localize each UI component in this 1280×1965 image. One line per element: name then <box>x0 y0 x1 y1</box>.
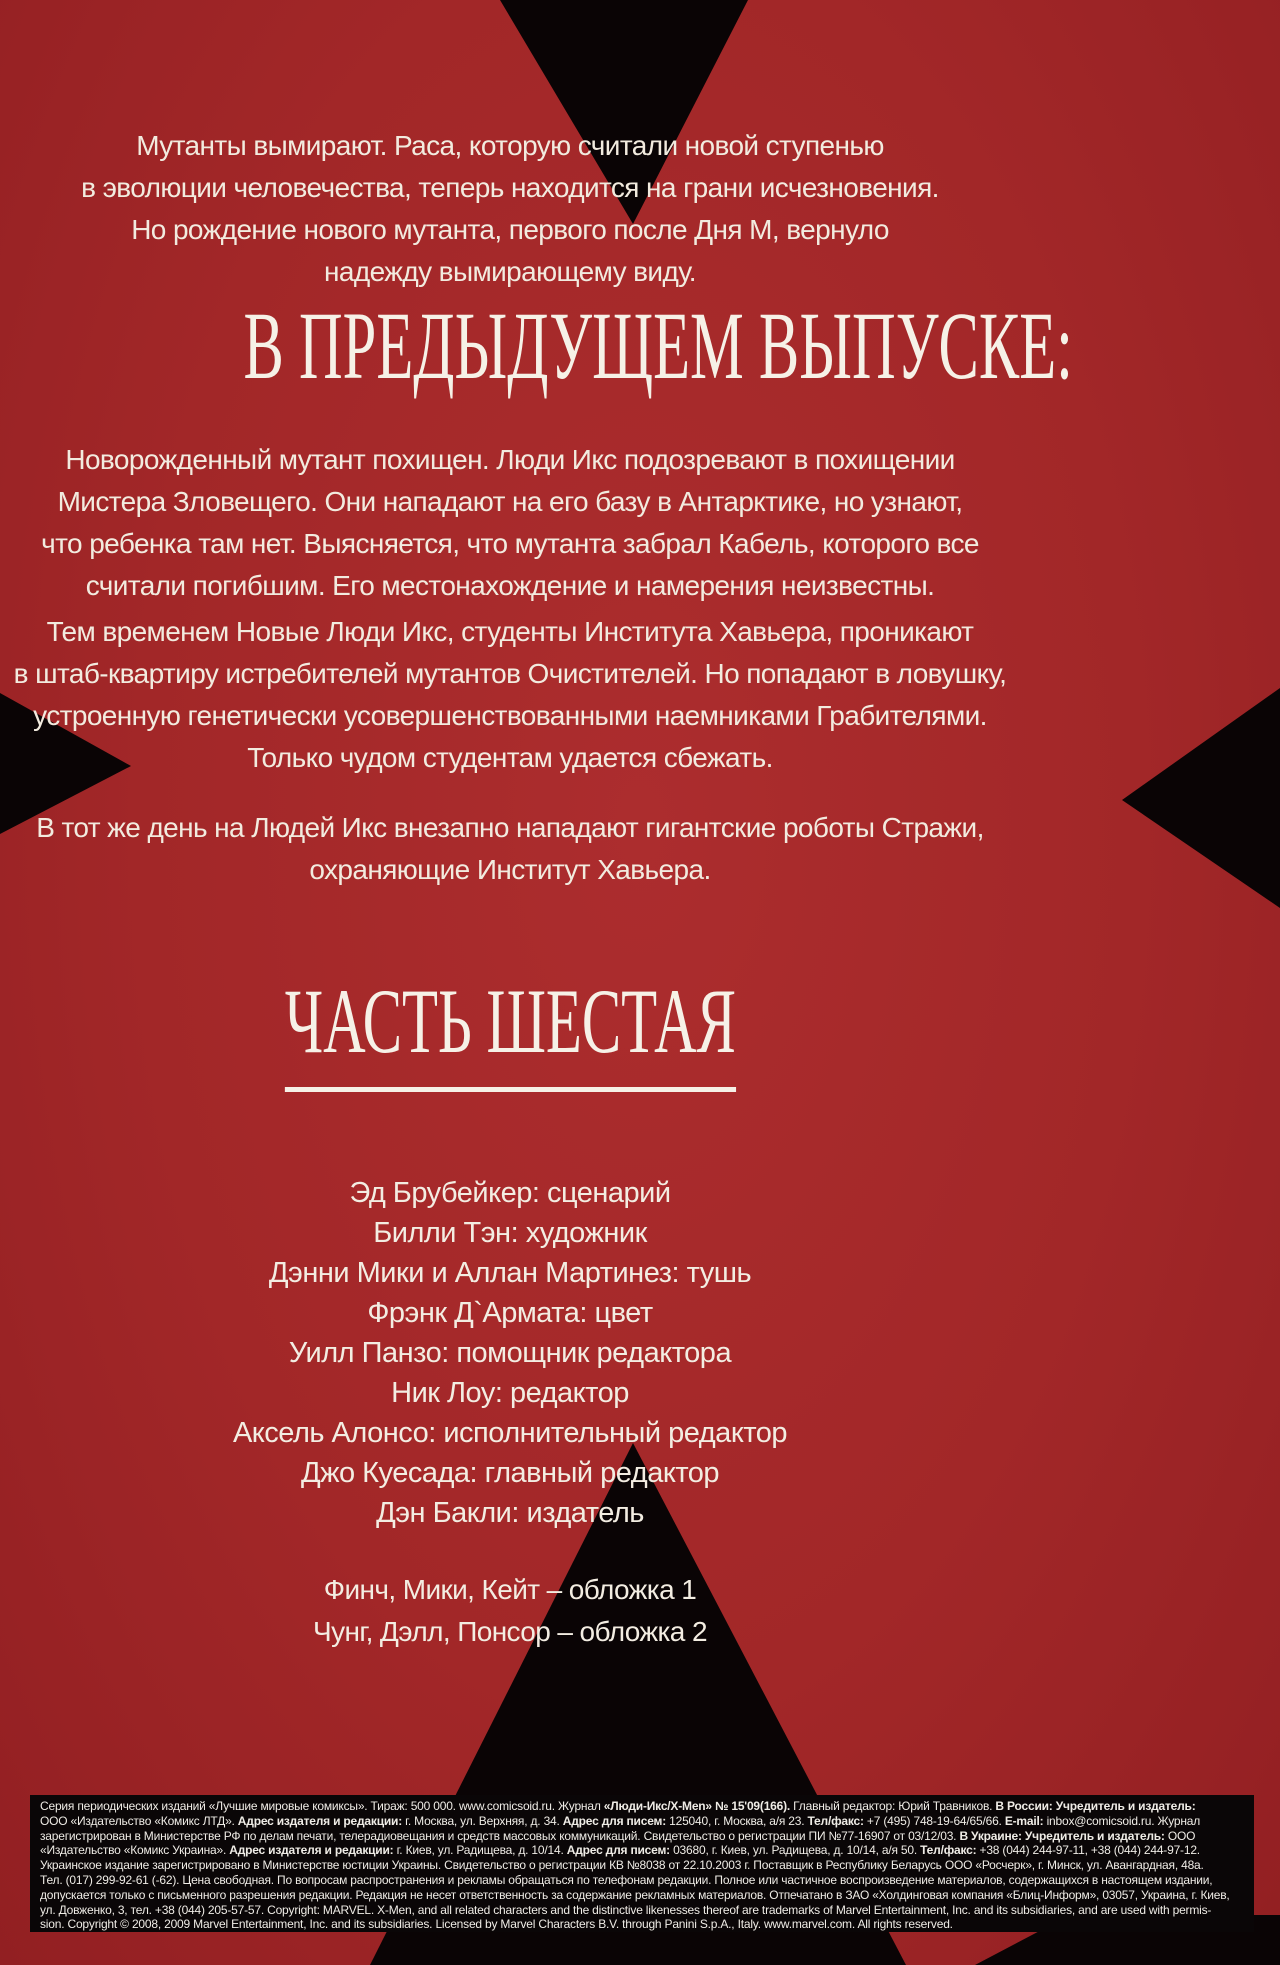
legal-line <box>40 1888 1244 1903</box>
legal-segment: +7 (495) 748-19-64/65/66. <box>863 1813 1002 1828</box>
credit-line: Аксель Алонсо: исполнительный редактор <box>232 1417 788 1449</box>
credit-line: Дэн Бакли: издатель <box>376 1497 644 1529</box>
legal-bold-segment: «Люди-Икс/X-Men» № 15'09(166). <box>600 1799 791 1813</box>
legal-bold-segment: Тел/факс: <box>917 1843 977 1858</box>
legal-line <box>40 1829 1244 1844</box>
recap-paragraph-2 <box>0 611 1020 779</box>
legal-line <box>40 1873 1244 1888</box>
credit-line: Билли Тэн: художник <box>373 1217 647 1249</box>
legal-bold-segment: Адрес для писем: <box>559 1813 666 1828</box>
x-shape-right-wedge <box>1122 688 1280 908</box>
legal-line <box>40 1843 1244 1858</box>
legal-text-block <box>30 1795 1254 1932</box>
previously-heading-text: В ПРЕДЫДУЩЕМ ВЫПУСКЕ: <box>243 292 1073 399</box>
legal-segment: ООО <box>1164 1828 1196 1843</box>
recap-line: Тем временем Новые Люди Икс, студенты Института Хавьера, проникают <box>46 616 974 647</box>
legal-segment: зарегистрирован в Министерстве РФ по делам печати, телерадиовещания и средств массовых коммуникаций. Свидетельство о регистрации ПИ №77-16907 от 03/12/03. <box>40 1828 957 1843</box>
legal-segment: 03680, г. Киев, ул. Радищева, д. 10/14, а/я 50. <box>669 1843 917 1858</box>
previously-heading <box>0 292 1073 399</box>
legal-bold-segment: Адрес издателя и редакции: <box>226 1843 394 1858</box>
legal-segment: ООО «Издательство «Комикс ЛТД». <box>40 1813 235 1828</box>
recap-line: Новорожденный мутант похищен. Люди Икс подозревают в похищении <box>65 444 955 475</box>
part-heading-text: ЧАСТЬ ШЕСТАЯ <box>284 971 735 1092</box>
cover-credit-line: Чунг, Дэлл, Понсор – обложка 2 <box>313 1616 707 1647</box>
credit-line: Эд Брубейкер: сценарий <box>349 1177 671 1209</box>
intro-line: Мутанты вымирают. Раса, которую считали новой ступенью <box>136 130 884 161</box>
legal-bold-segment: Тел/факс: <box>804 1813 864 1828</box>
legal-segment: sion. Copyright © 2008, 2009 Marvel Entertainment, Inc. and its subsidiaries. Licensed by Marvel Characters B.V. through Panini S.p.A., Italy. www.marvel.com. All rights reserved. <box>40 1917 953 1932</box>
credit-line: Уилл Панзо: помощник редактора <box>288 1337 732 1369</box>
legal-segment: г. Киев, ул. Радищева, д. 10/14. <box>393 1843 564 1858</box>
recap-line: в штаб-квартиру истребителей мутантов Очистителей. Но попадают в ловушку, <box>13 658 1007 689</box>
legal-segment: «Издательство «Комикс Украина». <box>40 1843 227 1858</box>
intro-line: надежду вымирающему виду. <box>324 256 696 287</box>
legal-line <box>40 1903 1244 1918</box>
legal-bold-segment: В России: Учредитель и издатель: <box>992 1799 1196 1813</box>
credit-line: Фрэнк Д`Армата: цвет <box>367 1297 653 1329</box>
part-heading <box>0 971 1020 1092</box>
recap-line: устроенную генетически усовершенствованными наемниками Грабителями. <box>33 700 987 731</box>
legal-segment: Серия периодических изданий «Лучшие мировые комиксы». Тираж: 500 000. www.comicsoid.ru. Журнал <box>40 1799 601 1813</box>
legal-line <box>40 1917 1244 1932</box>
legal-segment: inbox@comicsoid.ru. Журнал <box>1043 1813 1201 1828</box>
recap-line: охраняющие Институт Хавьера. <box>309 854 711 885</box>
legal-segment: г. Москва, ул. Верхняя, д. 34. <box>402 1813 560 1828</box>
credit-line: Джо Куесада: главный редактор <box>300 1457 720 1489</box>
credit-line: Ник Лоу: редактор <box>391 1377 629 1409</box>
recap-line: Только чудом студентам удается сбежать. <box>247 742 773 773</box>
recap-line: считали погибшим. Его местонахождение и намерения неизвестны. <box>85 570 935 601</box>
legal-segment: +38 (044) 244-97-11, +38 (044) 244-97-12. <box>976 1843 1200 1858</box>
legal-bold-segment: Адрес для писем: <box>563 1843 670 1858</box>
recap-line: что ребенка там нет. Выясняется, что мутанта забрал Кабель, которого все <box>41 528 979 559</box>
credit-line: Дэнни Мики и Аллан Мартинез: тушь <box>268 1257 752 1289</box>
recap-paragraph-3 <box>0 807 1020 891</box>
recap-line: Мистера Зловещего. Они нападают на его базу в Антарктике, но узнают, <box>57 486 963 517</box>
legal-bold-segment: E-mail: <box>1001 1813 1044 1828</box>
legal-bold-segment: Адрес издателя и редакции: <box>234 1813 403 1828</box>
legal-line <box>40 1814 1244 1829</box>
legal-bold-segment: В Украине: Учредитель и издатель: <box>956 1828 1165 1843</box>
legal-line <box>40 1799 1244 1814</box>
legal-segment: ул. Довженко, 3, тел. +38 (044) 205-57-57. Copyright: MARVEL. X-Men, and all related characters and the distinctive likenesses thereof are trademarks of Marvel Entertainment, Inc. and its subsidiaries, and are used with permis- <box>40 1902 1212 1917</box>
legal-segment: 125040, г. Москва, а/я 23. <box>666 1813 805 1828</box>
legal-segment: допускается только с письменного разрешения редакции. Редакция не несет ответственность за содержание рекламных материалов. Отпечатано в ЗАО «Холдинговая компания «Блиц-Информ», 03057, Украина, г. Киев, <box>40 1887 1230 1902</box>
credits-list <box>0 1173 1020 1533</box>
legal-line <box>40 1858 1244 1873</box>
legal-segment: Украинское издание зарегистрировано в Министерстве юстиции Украины. Свидетельство о регистрации КВ №8038 от 22.10.2003 г. Поставщик в Республику Беларусь ООО «Росчерк», г. Минск, ул. Авангардная, 48а. <box>40 1858 1204 1873</box>
recap-paragraph-1 <box>0 439 1020 607</box>
legal-segment: Главный редактор: Юрий Травников. <box>790 1799 993 1813</box>
recap-line: В тот же день на Людей Икс внезапно нападают гигантские роботы Стражи, <box>36 812 984 843</box>
intro-line: Но рождение нового мутанта, первого после Дня М, вернуло <box>131 214 889 245</box>
legal-segment: Тел. (017) 299-92-61 (-62). Цена свободная. По вопросам распространения и рекламы обращаться по телефонам редакции. Полное или частичное воспроизведение материалов, содержащихся в настоящем издании, <box>40 1872 1213 1887</box>
cover-credits <box>0 1569 1020 1653</box>
cover-credit-line: Финч, Мики, Кейт – обложка 1 <box>323 1574 697 1605</box>
intro-line: в эволюции человечества, теперь находится на грани исчезновения. <box>81 172 939 203</box>
intro-paragraph <box>0 125 1020 293</box>
